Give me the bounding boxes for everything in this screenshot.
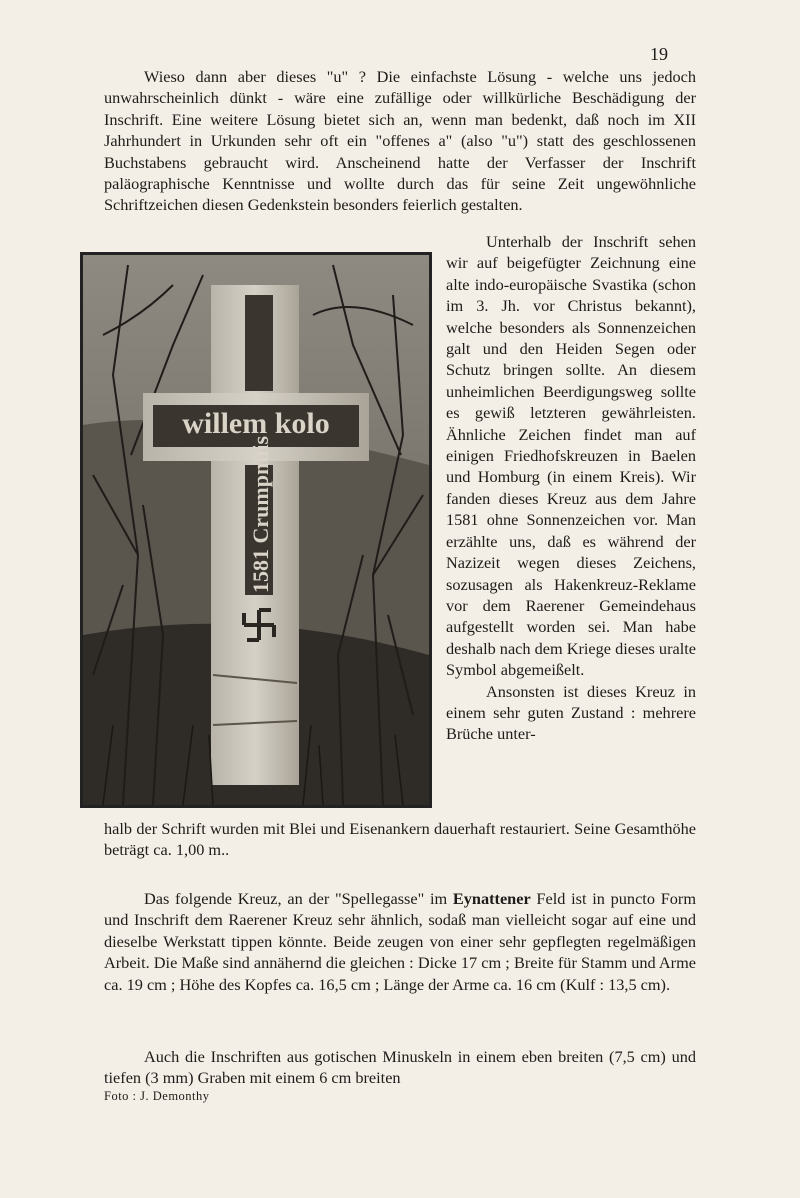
side-column-text — [446, 231, 696, 745]
page-number: 19 — [650, 44, 668, 64]
cross-lower-inscription: 1581 Crumpnuis — [248, 435, 273, 593]
paragraph-4-after: Feld ist in puncto Form und Inschrift dem Raerener Kreuz sehr ähnlich, sodaß man vielleicht sogar auf eine und dieselbe Werkstatt tippen könnte. Beide zeugen von einer sehr gepflegten regelmäßigen Arbeit. Die Maße sind annähernd die gleichen : Dicke 17 cm ; Breite für Stamm und Arme ca. 19 cm ; Höhe des Kopfes ca. 16,5 cm ; Länge der Arme ca. 16 cm (Kulf : 13,5 cm). — [104, 889, 696, 994]
paragraph-5-text: Auch die Inschriften aus gotischen Minuskeln in einem eben breiten (7,5 cm) und tiefen (3 mm) Graben mit einem 6 cm breiten — [104, 1047, 696, 1088]
paragraph-2-text: Unterhalb der Inschrift sehen wir auf beigefügter Zeichnung eine alte indo-europäische Svastika (schon im 3. Jh. vor Christus bekannt), welche besonders als Sonnenzeichen galt und den Heiden Segen oder Schutz bringen sollte. An diesem unheimlichen Beerdigungsweg sollte es gewiß letzteren gewährleisten. Ähnliche Zeichen findet man auf einigen Friedhofskreuzen in Baelen und Homburg (in einem Kreis). Wir fanden dieses Kreuz aus dem Jahre 1581 ohne Sonnenzeichen vor. Man erzählte uns, daß es während der Nazizeit wegen dieses Zeichens, sozusagen als Hakenkreuz-Reklame vor dem Raerener Gemeindehaus aufgestellt worden sei. Man habe deshalb nach dem Kriege dieses uralte Symbol abgemeißelt. — [446, 232, 696, 680]
paragraph-1 — [104, 66, 696, 216]
place-name-bold: Eynattener — [452, 889, 531, 908]
stone-cross-image — [83, 255, 429, 805]
paragraph-4-before: Das folgende Kreuz, an der "Spellegasse" im — [144, 889, 453, 908]
paragraph-3-tail-text: halb der Schrift wurden mit Blei und Eisenankern dauerhaft restauriert. Seine Gesamthöhe beträgt ca. 1,00 m.. — [104, 819, 696, 860]
paragraph-4-text — [104, 888, 696, 995]
photo-caption: Foto : J. Demonthy — [104, 1089, 210, 1103]
paragraph-5 — [104, 1046, 696, 1089]
paragraph-1-text: Wieso dann aber dieses "u" ? Die einfachste Lösung - welche uns jedoch unwahrscheinlich dünkt - wäre eine zufällige oder willkürliche Beschädigung der Inschrift. Eine weitere Lösung bietet sich an, wenn man bedenkt, daß noch im XII Jahrhundert in Urkunden sehr oft ein "offenes a" (also "u") statt des geschlossenen Buchstabens gebraucht wird. Anscheinend hatte der Verfasser der Inschrift paläographische Kenntnisse und wollte durch das für seine Zeit ungewöhnliche Schriftzeichen diesen Gedenkstein besonders feierlich gestalten. — [104, 67, 696, 215]
paragraph-4 — [104, 888, 696, 995]
cross-arm-inscription: willem kolo — [182, 407, 330, 440]
paragraph-3-start: Ansonsten ist dieses Kreuz in einem sehr guten Zustand : mehrere Brüche unter- — [446, 681, 696, 744]
paragraph-3-continuation — [104, 818, 696, 861]
cross-photo — [80, 252, 432, 808]
